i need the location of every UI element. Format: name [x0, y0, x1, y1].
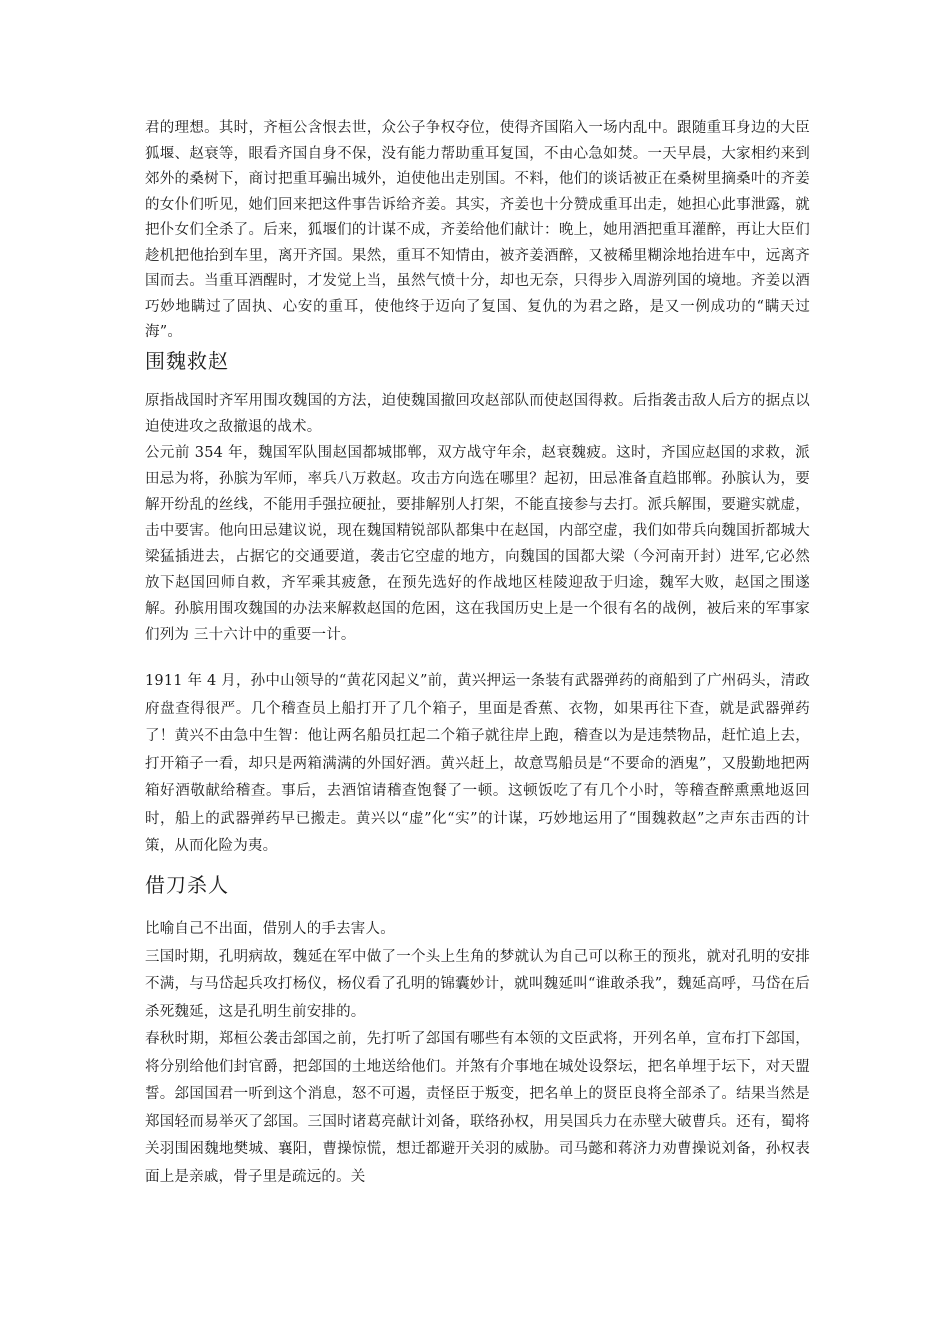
paragraph: 比喻自己不出面，借别人的手去害人。 [145, 921, 395, 937]
section-jie-dao-sha-ren-body [145, 916, 810, 1191]
paragraph: 1911 年 4 月，孙中山领导的“黄花冈起义”前，黄兴押运一条装有武器弹药的商船到了广州码头，清政府盘查得很严。几个稽查员上船打开了几个箱子，里面是香蕉、衣物，如果再往下查，就是武器弹药了！黄兴不由急中生智：他让两名船员扛起二个箱子就往岸上跑，稽查以为是违禁物品，赶忙追上去，打开箱子一看，却只是两箱满满的外国好酒。黄兴赶上，故意骂船员是“不要命的酒鬼”，又殷勤地把两箱好酒敬献给稽查。事后，去酒馆请稽查饱餐了一顿。这顿饭吃了有几个小时，等稽查醉熏熏地返回时，船上的武器弹药早已搬走。黄兴以“虚”化“实”的计谋，巧妙地运用了“围魏救赵”之声东击西的计策，从而化险为夷。 [145, 673, 810, 854]
section-jie-dao-sha-ren [145, 870, 810, 900]
section-wei-wei-jiu-zhao-example [145, 668, 810, 861]
paragraph: 春秋时期，郑桓公袭击郐国之前，先打听了郐国有哪些有本领的文臣武将，开列名单，宣布打下郐国，将分别给他们封官爵，把郐国的土地送给他们。并煞有介事地在城处设祭坛，把名单埋于坛下，对天盟誓。郐国国君一听到这个消息，怒不可遏，责怪臣于叛变，把名单上的贤臣良将全部杀了。结果当然是郑国轻而易举灭了郐国。三国时诸葛亮献计刘备，联络孙权，用吴国兵力在赤壁大破曹兵。还有，蜀将关羽围困魏地樊城、襄阳，曹操惊慌，想迁都避开关羽的威胁。司马懿和蒋济力劝曹操说刘备，孙权表面上是亲戚，骨子里是疏远的。关 [145, 1031, 810, 1185]
paragraph: 三国时期，孔明病故，魏延在军中做了一个头上生角的梦就认为自己可以称王的预兆，就对孔明的安排不满，与马岱起兵攻打杨仪，杨仪看了孔明的锦囊妙计，就叫魏延叫“谁敢杀我”，魏延高呼，马岱在后杀死魏延，这是孔明生前安排的。 [145, 948, 810, 1020]
paragraph: 公元前 354 年，魏国军队围赵国都城邯郸，双方战守年余，赵衰魏疲。这时，齐国应赵国的求救，派田忌为将，孙膑为军师，率兵八万救赵。攻击方向选在哪里？起初，田忌准备直趋邯郸。孙膑认为，要解开纷乱的丝线，不能用手强拉硬扯，要排解别人打架，不能直接参与去打。派兵解围，要避实就虚，击中要害。他向田忌建议说，现在魏国精锐部队都集中在赵国，内部空虚，我们如带兵向魏国折都城大梁猛插进去，占据它的交通要道，袭击它空虚的地方，向魏国的国都大梁（今河南开封）进军,它必然放下赵国回师自救，齐军乘其疲惫，在预先选好的作战地区桂陵迎敌于归途，魏军大败，赵国之围遂解。孙膑用围攻魏国的办法来解救赵国的危困，这在我国历史上是一个很有名的战例，被后来的军事家们列为 三十六计中的重要一计。 [145, 445, 810, 643]
section-wei-wei-jiu-zhao-body [145, 388, 810, 648]
paragraph: 原指战国时齐军用围攻魏国的方法，迫使魏国撤回攻赵部队而使赵国得救。后指袭击敌人后方的据点以迫使进攻之敌撤退的战术。 [145, 393, 810, 435]
paragraph: 君的理想。其时，齐桓公含恨去世，众公子争权夺位，使得齐国陷入一场内乱中。跟随重耳身边的大臣狐堰、赵衰等，眼看齐国自身不保，没有能力帮助重耳复国，不由心急如焚。一天早晨，大家相约来到郊外的桑树下，商讨把重耳骗出城外，迫使他出走别国。不料，他们的谈话被正在桑树里摘桑叶的齐姜的女仆们听见，她们回来把这件事告诉给齐姜。其实，齐姜也十分赞成重耳出走，她担心此事泄露，就把仆女们全杀了。后来，狐堰们的计谋不成，齐姜给他们献计：晚上，她用酒把重耳灌醉，再让大臣们趁机把他抬到车里，离开齐国。果然，重耳不知情由，被齐姜酒醉，又被稀里糊涂地抬进车中，远离齐国而去。当重耳酒醒时，才发觉上当，虽然气愤十分，却也无奈，只得步入周游列国的境地。齐姜以酒巧妙地瞒过了固执、心安的重耳，使他终于迈向了复国、复仇的为君之路，是又一例成功的“瞒天过海”。 [145, 120, 810, 340]
section-heading: 借刀杀人 [145, 873, 229, 897]
section-heading: 围魏救赵 [145, 349, 229, 373]
section-man-tian-guo-hai-continued [145, 116, 810, 346]
section-wei-wei-jiu-zhao [145, 346, 810, 376]
